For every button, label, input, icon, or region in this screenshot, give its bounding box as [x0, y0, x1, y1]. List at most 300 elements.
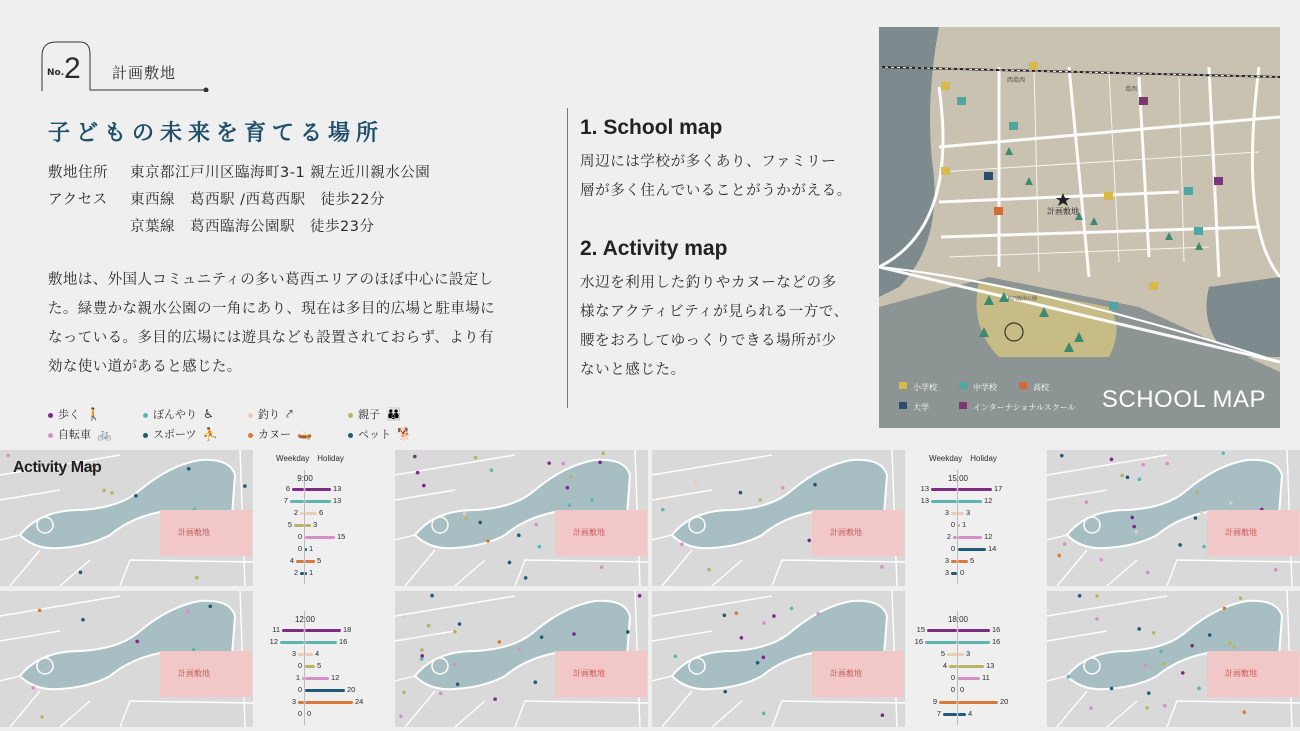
pet-icon: 🐕: [397, 427, 412, 441]
holiday-label: Holiday: [317, 454, 344, 463]
holiday-bar: [958, 653, 964, 656]
activity-text-line: 様なアクティビティが見られる一方で、: [580, 304, 849, 320]
chart-row: [908, 520, 1018, 530]
activity-point: [427, 624, 431, 628]
planned-site-label: 計画敷地: [178, 528, 210, 537]
chart-row: [255, 484, 365, 494]
activity-point: [540, 635, 544, 639]
planned-site-label: 計画敷地: [178, 669, 210, 678]
activity-point: [456, 683, 460, 687]
activity-point: [413, 455, 417, 459]
holiday-value: 3: [313, 520, 318, 529]
holiday-value: 13: [986, 661, 995, 670]
activity-point: [486, 539, 490, 543]
activity-point: [1144, 663, 1148, 667]
activity-point: [1089, 706, 1093, 710]
activity-point: [1194, 516, 1198, 520]
chart-row: [255, 637, 365, 647]
legend-item: [348, 406, 401, 422]
activity-point: [762, 712, 766, 716]
activity-point: [110, 491, 114, 495]
weekday-bar: [294, 524, 304, 527]
weekday-label: Weekday: [929, 454, 963, 463]
chart-row: [908, 556, 1018, 566]
activity-point: [1202, 545, 1206, 549]
activity-point: [498, 640, 502, 644]
holiday-value: 13: [333, 496, 342, 505]
activity-point: [1242, 710, 1246, 714]
holiday-value: 12: [331, 673, 340, 682]
activity-point: [772, 614, 776, 618]
holiday-value: 6: [319, 508, 324, 517]
chart-row: [908, 568, 1018, 578]
access-value-2: 京葉線 葛西臨海公園駅 徒歩23分: [130, 219, 375, 235]
chart-time-label: 9:00: [297, 474, 313, 483]
chart-row: [908, 649, 1018, 659]
weekday-value: 0: [950, 544, 955, 553]
holiday-value: 20: [347, 685, 356, 694]
legend-label: ぼんやり: [153, 408, 197, 421]
weekday-bar: [282, 629, 304, 632]
activity-point: [568, 503, 572, 507]
chart-row: [255, 508, 365, 518]
chart-row: [908, 697, 1018, 707]
activity-point: [1229, 501, 1233, 505]
address-key: 敷地住所: [48, 165, 108, 181]
activity-point: [572, 632, 576, 636]
activity-text-line: ないと感じた。: [580, 362, 686, 378]
access-line-2: [48, 215, 374, 236]
activity-point: [1197, 687, 1201, 691]
holiday-bar: [958, 512, 964, 515]
weekday-value: 3: [291, 697, 296, 706]
activity-point: [1178, 543, 1182, 547]
activity-point: [881, 713, 885, 717]
legend-dot: [348, 433, 353, 438]
activity-point: [490, 468, 494, 472]
weekday-value: 0: [297, 709, 302, 718]
access-line-1: [48, 188, 385, 209]
chart-header: [255, 454, 365, 463]
activity-point: [880, 565, 884, 569]
weekday-value: 3: [944, 508, 949, 517]
activity-point: [1228, 641, 1232, 645]
fishing-icon: ⤤: [286, 407, 293, 421]
planned-site: [160, 651, 252, 697]
weekday-bar: [927, 629, 957, 632]
activity-point: [1060, 454, 1064, 458]
weekday-bar: [298, 701, 304, 704]
activity-point: [661, 508, 665, 512]
activity-point: [458, 622, 462, 626]
activity-map-text: [580, 269, 860, 385]
activity-point: [1181, 671, 1185, 675]
activity-point: [534, 680, 538, 684]
planned-site: [1207, 651, 1299, 697]
activity-point: [135, 640, 139, 644]
activity-map-panel: [1047, 450, 1300, 586]
description-line: た。緑豊かな親水公園の一角にあり、現在は多目的広場と駐車場に: [48, 301, 495, 317]
holiday-value: 4: [315, 649, 320, 658]
activity-point: [1159, 650, 1163, 654]
school-map-site-label: 計画敷地: [1047, 207, 1079, 216]
activity-point: [1134, 530, 1138, 534]
activity-point: [1162, 662, 1166, 666]
activity-point: [38, 609, 42, 613]
chart-row: [255, 556, 365, 566]
weekday-value: 0: [297, 661, 302, 670]
activity-point: [816, 612, 820, 616]
chart-row: [908, 544, 1018, 554]
section-title: 計画敷地: [112, 64, 177, 82]
weekday-bar: [290, 500, 304, 503]
planned-site-label: 計画敷地: [1225, 669, 1257, 678]
canoe-icon: 🛶: [297, 427, 312, 441]
chart-row: [255, 625, 365, 635]
activity-legend: [48, 406, 428, 446]
weekday-value: 16: [914, 637, 923, 646]
address-line: [48, 161, 430, 182]
activity-point: [1223, 607, 1227, 611]
weekday-label: Weekday: [276, 454, 310, 463]
description-line: 敷地は、外国人コミュニティの多い葛西エリアのほぼ中心に設定し: [48, 272, 494, 288]
weekday-bar: [953, 536, 957, 539]
school-map-text: [580, 148, 860, 206]
description-line: 効な使い道があると感じた。: [48, 359, 242, 375]
holiday-bar: [958, 536, 982, 539]
activity-point: [1078, 594, 1082, 598]
holiday-value: 0: [960, 685, 965, 694]
weekday-value: 13: [920, 484, 929, 493]
weekday-value: 2: [293, 508, 298, 517]
weekday-value: 12: [269, 637, 278, 646]
legend-label: 親子: [358, 408, 380, 421]
activity-point: [102, 489, 106, 493]
weekday-bar: [925, 641, 957, 644]
activity-point: [569, 475, 573, 479]
activity-point: [694, 481, 698, 485]
activity-bar-chart: [908, 450, 1018, 591]
legend-dot: [348, 413, 353, 418]
activity-point: [1126, 475, 1130, 479]
activity-point: [790, 607, 794, 611]
activity-point: [561, 462, 565, 466]
weekday-bar: [943, 713, 957, 716]
activity-point: [1152, 631, 1156, 635]
weekday-bar: [951, 572, 957, 575]
holiday-bar: [958, 641, 990, 644]
activity-point: [807, 539, 811, 543]
activity-point: [508, 561, 512, 565]
activity-point: [707, 568, 711, 572]
holiday-bar: [305, 560, 315, 563]
activity-point: [626, 630, 630, 634]
activity-map-panel: [0, 591, 253, 727]
chart-row: [908, 709, 1018, 719]
legend-item: [248, 406, 293, 422]
holiday-value: 3: [966, 508, 971, 517]
chart-row: [255, 697, 365, 707]
chart-row: [255, 544, 365, 554]
holiday-value: 5: [970, 556, 975, 565]
legend-item: [143, 426, 218, 442]
activity-map-panel: [395, 591, 648, 727]
activity-point: [399, 715, 403, 719]
activity-point: [1221, 451, 1225, 455]
school-map: [879, 27, 1280, 428]
activity-point: [453, 630, 457, 634]
activity-point: [739, 491, 743, 495]
description-line: なっている。多目的広場には遊具なども設置されておらず、より有: [48, 330, 494, 346]
weekday-value: 0: [950, 673, 955, 682]
planned-site: [555, 651, 647, 697]
planned-site: [812, 651, 904, 697]
weekday-bar: [931, 500, 957, 503]
weekday-value: 7: [936, 709, 941, 718]
activity-point: [1137, 627, 1141, 631]
weekday-bar: [949, 665, 957, 668]
activity-point: [598, 461, 602, 465]
holiday-value: 16: [992, 625, 1001, 634]
legend-dot: [248, 433, 253, 438]
planned-site-label: 計画敷地: [1225, 528, 1257, 537]
holiday-bar: [305, 536, 335, 539]
activity-point: [756, 661, 760, 665]
activity-point: [680, 542, 684, 546]
legend-dot: [48, 433, 53, 438]
activity-point: [1120, 474, 1124, 478]
weekday-bar: [292, 488, 304, 491]
activity-point: [1163, 704, 1167, 708]
activity-point: [1208, 633, 1212, 637]
activity-point: [1146, 571, 1150, 575]
planned-site-label: 計画敷地: [830, 669, 862, 678]
activity-point: [81, 618, 85, 622]
chart-row: [908, 508, 1018, 518]
activity-map-panel: [395, 450, 648, 586]
holiday-value: 17: [994, 484, 1003, 493]
chart-row: [255, 496, 365, 506]
holiday-value: 20: [1000, 697, 1009, 706]
weekday-value: 4: [289, 556, 294, 565]
holiday-bar: [958, 677, 980, 680]
activity-point: [1110, 687, 1114, 691]
activity-point: [535, 523, 539, 527]
holiday-value: 1: [309, 568, 314, 577]
weekday-value: 13: [920, 496, 929, 505]
school-text-line: 層が多く住んでいることがうかがえる。: [580, 183, 852, 199]
activity-bar-chart: [255, 450, 365, 591]
activity-point: [1095, 617, 1099, 621]
access-value-1: 東西線 葛西駅 /西葛西駅 徒歩22分: [130, 192, 385, 208]
legend-label: 釣り: [258, 408, 280, 421]
weekday-bar: [300, 512, 304, 515]
activity-point: [1132, 525, 1136, 529]
activity-map-panel: [652, 450, 905, 586]
activity-bar-chart: [908, 591, 1018, 731]
holiday-value: 5: [317, 661, 322, 670]
holiday-bar: [958, 713, 966, 716]
holiday-label: Holiday: [970, 454, 997, 463]
activity-point: [590, 498, 594, 502]
activity-point: [723, 690, 727, 694]
activity-point: [464, 517, 468, 521]
sport-icon: ⛹: [202, 427, 218, 441]
weekday-value: 6: [285, 484, 290, 493]
weekday-value: 2: [293, 568, 298, 577]
holiday-value: 14: [988, 544, 997, 553]
activity-map-heading: 2. Activity map: [580, 237, 728, 260]
weekday-value: 3: [291, 649, 296, 658]
activity-point: [638, 594, 642, 598]
weekday-value: 3: [944, 556, 949, 565]
chart-row: [908, 625, 1018, 635]
holiday-value: 12: [984, 496, 993, 505]
activity-point: [1085, 500, 1089, 504]
holiday-value: 18: [343, 625, 352, 634]
activity-point: [79, 571, 83, 575]
holiday-bar: [305, 512, 317, 515]
activity-point: [208, 605, 212, 609]
holiday-bar: [958, 665, 984, 668]
activity-point: [463, 512, 467, 516]
planned-site: [555, 510, 647, 556]
chart-row: [908, 673, 1018, 683]
activity-point: [1110, 458, 1114, 462]
school-text-line: 周辺には学校が多くあり、ファミリー: [580, 154, 837, 170]
legend-label: ペット: [358, 428, 391, 441]
activity-point: [661, 499, 665, 503]
weekday-value: 5: [940, 649, 945, 658]
legend-label: スポーツ: [153, 428, 197, 441]
site-description: [48, 266, 558, 382]
holiday-bar: [958, 500, 982, 503]
activity-point: [478, 521, 482, 525]
weekday-value: 9: [932, 697, 937, 706]
bicycle-icon: 🚲: [97, 427, 112, 441]
weekday-value: 1: [295, 673, 300, 682]
activity-point: [1057, 554, 1061, 558]
chart-row: [908, 637, 1018, 647]
chart-row: [255, 532, 365, 542]
activity-point: [31, 686, 35, 690]
activity-point: [453, 663, 457, 667]
chart-time-label: 15:00: [947, 474, 969, 483]
chart-row: [908, 532, 1018, 542]
activity-text-line: 腰をおろしてゆっくりできる場所が少: [580, 333, 837, 349]
weekday-bar: [280, 641, 304, 644]
weekday-value: 0: [950, 685, 955, 694]
activity-point: [439, 692, 443, 696]
legend-high-school: 高校: [1033, 383, 1049, 392]
holiday-value: 1: [309, 544, 314, 553]
holiday-bar: [305, 488, 331, 491]
holiday-value: 12: [984, 532, 993, 541]
activity-point: [781, 486, 785, 490]
activity-point: [547, 461, 551, 465]
chart-row: [255, 685, 365, 695]
activity-map-panel: [1047, 591, 1300, 727]
activity-point: [566, 486, 570, 490]
legend-dot: [143, 413, 148, 418]
school-map-graphic: [879, 27, 1280, 428]
weekday-bar: [939, 701, 957, 704]
chart-row: [908, 685, 1018, 695]
chart-row: [255, 709, 365, 719]
activity-point: [517, 533, 521, 537]
weekday-bar: [951, 560, 957, 563]
activity-point: [416, 471, 420, 475]
activity-bar-chart: [255, 591, 365, 731]
activity-point: [601, 451, 605, 455]
legend-item: [48, 426, 112, 442]
number-prefix: No.: [47, 68, 65, 78]
weekday-bar: [300, 572, 304, 575]
holiday-bar: [305, 689, 345, 692]
activity-point: [474, 456, 478, 460]
activity-point: [1095, 594, 1099, 598]
activity-point: [134, 494, 138, 498]
activity-point: [538, 545, 542, 549]
activity-point: [1190, 644, 1194, 648]
legend-label: 自転車: [58, 428, 91, 441]
chart-time-label: 18:00: [947, 615, 969, 624]
holiday-bar: [305, 629, 341, 632]
legend-item: [248, 426, 312, 442]
activity-point: [762, 655, 766, 659]
section-number: 2: [64, 52, 81, 85]
activity-point: [1141, 463, 1145, 467]
page-title: 子どもの未来を育てる場所: [48, 121, 385, 146]
activity-point: [723, 613, 727, 617]
legend-junior-high: 中学校: [973, 383, 997, 392]
holiday-value: 16: [992, 637, 1001, 646]
activity-point: [740, 636, 744, 640]
activity-point: [243, 484, 247, 488]
holiday-value: 13: [333, 484, 342, 493]
activity-point: [40, 715, 44, 719]
weekday-value: 11: [272, 625, 280, 634]
weekday-value: 0: [950, 520, 955, 529]
activity-point: [1138, 478, 1142, 482]
weekday-value: 0: [297, 532, 302, 541]
chart-header: [908, 454, 1018, 463]
weekday-value: 5: [287, 520, 292, 529]
activity-point: [187, 467, 191, 471]
holiday-bar: [958, 524, 960, 527]
weekday-value: 7: [283, 496, 288, 505]
activity-map-title: Activity Map: [13, 459, 102, 476]
holiday-value: 5: [317, 556, 322, 565]
weekday-bar: [298, 653, 304, 656]
holiday-bar: [305, 524, 311, 527]
weekday-bar: [296, 560, 304, 563]
planned-site-label: 計画敷地: [573, 528, 605, 537]
weekday-bar: [302, 677, 304, 680]
activity-point: [402, 690, 406, 694]
activity-point: [195, 576, 199, 580]
weekday-value: 15: [916, 625, 925, 634]
legend-label: 歩く: [58, 408, 80, 421]
holiday-bar: [958, 488, 992, 491]
walk-icon: 🚶: [86, 407, 101, 421]
legend-international: インターナショナルスクール: [973, 403, 1076, 412]
activity-point: [186, 610, 190, 614]
planned-site-label: 計画敷地: [830, 528, 862, 537]
chart-row: [255, 649, 365, 659]
planned-site: [1207, 510, 1299, 556]
activity-point: [1199, 511, 1203, 515]
